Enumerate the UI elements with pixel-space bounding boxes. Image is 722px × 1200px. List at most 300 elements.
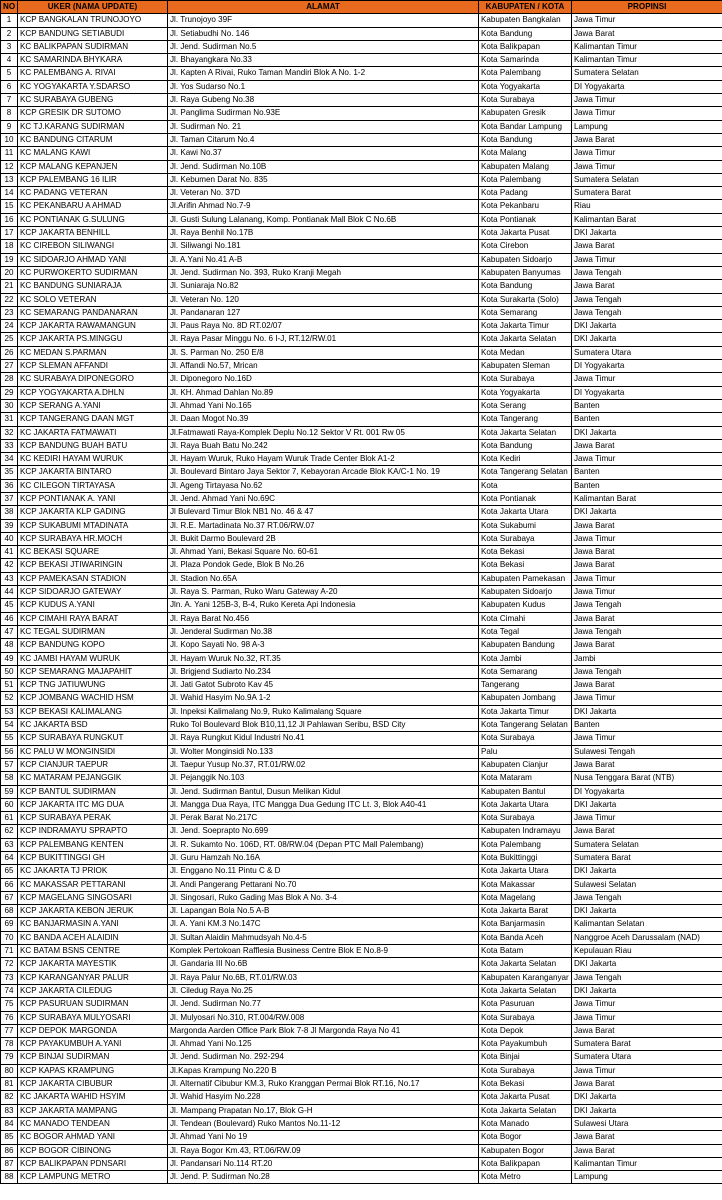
table-row [1,958,722,971]
propinsi-cell: Sumatera Selatan [572,173,722,186]
propinsi-cell: Jawa Timur [572,373,722,386]
table-row [1,240,722,253]
propinsi-cell: DKI Jakarta [572,958,722,971]
alamat-cell: Jl. Setiabudhi No. 146 [168,27,479,40]
alamat-cell: Jl. Ageng Tirtayasa No.62 [168,479,479,492]
alamat-cell: Jl. Jend. Soeprapto No.699 [168,825,479,838]
row-number: 14 [1,187,18,200]
alamat-cell: Jl. Wahid Hasyim No.9A 1-2 [168,692,479,705]
propinsi-cell: Jawa Timur [572,532,722,545]
row-number: 21 [1,280,18,293]
uker-cell: KCP SLEMAN AFFANDI [18,360,168,373]
uker-cell: KCP SEMARANG MAJAPAHIT [18,665,168,678]
kabupaten-kota-cell: Kota Surabaya [479,812,572,825]
alamat-cell: Jl. Sudirman No. 21 [168,120,479,133]
row-number: 43 [1,572,18,585]
kabupaten-kota-cell: Palu [479,745,572,758]
uker-cell: KCP YOGYAKARTA A.DHLN [18,386,168,399]
row-number: 59 [1,785,18,798]
uker-cell: KCP BANGKALAN TRUNOJOYO [18,14,168,27]
table-row [1,1091,722,1104]
row-number: 23 [1,306,18,319]
alamat-cell: Jl. Raya Barat No.456 [168,612,479,625]
alamat-cell: Jl. Inpeksi Kalimalang No.9, Ruko Kalimalang Square [168,705,479,718]
kabupaten-kota-cell: Kota Tangerang Selatan [479,719,572,732]
kabupaten-kota-cell: Kota Pasuruan [479,998,572,1011]
table-row [1,692,722,705]
propinsi-cell: DKI Jakarta [572,1091,722,1104]
uker-cell: KCP PAYAKUMBUH A.YANI [18,1038,168,1051]
uker-cell: KCP JAKARTA PS.MINGGU [18,333,168,346]
kabupaten-kota-cell: Kota Balikpapan [479,1157,572,1170]
row-number: 24 [1,320,18,333]
kabupaten-kota-cell: Kota Surabaya [479,94,572,107]
propinsi-cell: Sumatera Selatan [572,67,722,80]
alamat-cell: Jl. Jend. Sudirman No.77 [168,998,479,1011]
alamat-cell: Jl. R.E. Martadinata No.37 RT.06/RW.07 [168,519,479,532]
row-number: 60 [1,798,18,811]
uker-cell: KCP BALIKPAPAN PDNSARI [18,1157,168,1170]
row-number: 28 [1,373,18,386]
propinsi-cell: Sumatera Utara [572,346,722,359]
propinsi-cell: Jawa Tengah [572,891,722,904]
uker-cell: KC BOGOR AHMAD YANI [18,1131,168,1144]
alamat-cell: Jl. Wolter Monginsidi No.133 [168,745,479,758]
kabupaten-kota-cell: Kota Bekasi [479,546,572,559]
uker-cell: KC MANADO TENDEAN [18,1117,168,1130]
kabupaten-kota-cell: Kota Jakarta Selatan [479,958,572,971]
uker-cell: KC TJ.KARANG SUDIRMAN [18,120,168,133]
kabupaten-kota-cell: Kota Semarang [479,665,572,678]
row-number: 57 [1,758,18,771]
uker-cell: KCP SURABAYA RUNGKUT [18,732,168,745]
uker-cell: KCP JAKARTA MAMPANG [18,1104,168,1117]
uker-cell: KC MATARAM PEJANGGIK [18,772,168,785]
propinsi-cell: Jawa Timur [572,14,722,27]
uker-cell: KCP SUKABUMI MTADINATA [18,519,168,532]
uker-cell: KC KEDIRI HAYAM WURUK [18,453,168,466]
propinsi-cell: Jawa Barat [572,439,722,452]
table-row [1,439,722,452]
header-alamat: ALAMAT [168,1,479,14]
row-number: 74 [1,984,18,997]
table-row [1,931,722,944]
uker-cell: KCP JAKARTA KEBON JERUK [18,905,168,918]
uker-cell: KCP MAGELANG SINGOSARI [18,891,168,904]
kabupaten-kota-cell: Kota Palembang [479,67,572,80]
row-number: 2 [1,27,18,40]
table-row [1,160,722,173]
kabupaten-kota-cell: Kota Binjai [479,1051,572,1064]
uker-cell: KCP JAKARTA RAWAMANGUN [18,320,168,333]
propinsi-cell: Kalimantan Timur [572,1157,722,1170]
table-row [1,719,722,732]
propinsi-cell: DI Yogyakarta [572,386,722,399]
alamat-cell: Jl. Daan Mogot No.39 [168,413,479,426]
alamat-cell: Jl. Taman Citarum No.4 [168,133,479,146]
header-uker: UKER (NAMA UPDATE) [18,1,168,14]
kabupaten-kota-cell: Kota Palembang [479,173,572,186]
alamat-cell: Jl. Wahid Hasyim No.228 [168,1091,479,1104]
row-number: 11 [1,147,18,160]
kabupaten-kota-cell: Kota Tegal [479,625,572,638]
propinsi-cell: Kalimantan Barat [572,213,722,226]
table-row [1,1064,722,1077]
kabupaten-kota-cell: Kota Magelang [479,891,572,904]
propinsi-cell: DKI Jakarta [572,320,722,333]
uker-cell: KCP BANDUNG SETIABUDI [18,27,168,40]
alamat-cell: Jl. Tendean (Boulevard) Ruko Mantos No.11-12 [168,1117,479,1130]
alamat-cell: Jl. Jend. P. Sudirman No.28 [168,1171,479,1184]
propinsi-cell: Jawa Timur [572,107,722,120]
alamat-cell: Jl. Jend. Sudirman Bantul, Dusun Melikan Kidul [168,785,479,798]
kabupaten-kota-cell: Kota Banda Aceh [479,931,572,944]
table-row [1,213,722,226]
table-row [1,945,722,958]
kabupaten-kota-cell: Kabupaten Jombang [479,692,572,705]
propinsi-cell: Jawa Barat [572,546,722,559]
table-row [1,80,722,93]
alamat-cell: Jl. Brigjend Sudiarto No.234 [168,665,479,678]
kabupaten-kota-cell: Kota Jakarta Utara [479,506,572,519]
alamat-cell: Jl. Sultan Alaidin Mahmudsyah No.4-5 [168,931,479,944]
table-row [1,306,722,319]
propinsi-cell: DI Yogyakarta [572,360,722,373]
uker-cell: KCP TNG JATIUWUNG [18,679,168,692]
row-number: 9 [1,120,18,133]
row-number: 81 [1,1078,18,1091]
alamat-cell: Jl. Suniaraja No.82 [168,280,479,293]
kabupaten-kota-cell: Kota Bogor [479,1131,572,1144]
alamat-cell: Jl. Kebumen Darat No. 835 [168,173,479,186]
kabupaten-kota-cell: Kota Tangerang [479,413,572,426]
row-number: 32 [1,426,18,439]
alamat-cell: Jl. Veteran No. 120 [168,293,479,306]
uker-cell: KC BANDA ACEH ALAIDIN [18,931,168,944]
kabupaten-kota-cell: Kota Cirebon [479,240,572,253]
propinsi-cell: Jawa Timur [572,253,722,266]
propinsi-cell: Sulawesi Selatan [572,878,722,891]
kabupaten-kota-cell: Kota Jakarta Barat [479,905,572,918]
header-no: NO [1,1,18,14]
alamat-cell: Jl. Pandanaran 127 [168,306,479,319]
propinsi-cell: Jawa Tengah [572,293,722,306]
table-row [1,838,722,851]
row-number: 53 [1,705,18,718]
alamat-cell: Jl. Raya S. Parman, Ruko Waru Gateway A-20 [168,586,479,599]
kabupaten-kota-cell: Kota Banjarmasin [479,918,572,931]
kabupaten-kota-cell: Kota Jakarta Selatan [479,333,572,346]
table-row [1,559,722,572]
row-number: 62 [1,825,18,838]
uker-cell: KCP DEPOK MARGONDA [18,1024,168,1037]
alamat-cell: Jl. KH. Ahmad Dahlan No.89 [168,386,479,399]
table-row [1,812,722,825]
row-number: 13 [1,173,18,186]
propinsi-cell: Sumatera Barat [572,852,722,865]
table-row [1,453,722,466]
uker-cell: KCP SURABAYA HR.MOCH [18,532,168,545]
propinsi-cell: Jawa Barat [572,758,722,771]
kabupaten-kota-cell: Kota Balikpapan [479,40,572,53]
propinsi-cell: Sumatera Utara [572,1051,722,1064]
table-row [1,67,722,80]
row-number: 78 [1,1038,18,1051]
kabupaten-kota-cell: Kota Manado [479,1117,572,1130]
table-row [1,679,722,692]
alamat-cell: Komplek Pertokoan Rafflesia Business Centre Blok E No.8-9 [168,945,479,958]
propinsi-cell: Sumatera Barat [572,187,722,200]
alamat-cell: Jl. Jend. Sudirman No.5 [168,40,479,53]
row-number: 33 [1,439,18,452]
kabupaten-kota-cell: Kabupaten Sidoarjo [479,586,572,599]
propinsi-cell: Jawa Tengah [572,599,722,612]
kabupaten-kota-cell: Kabupaten Sidoarjo [479,253,572,266]
kabupaten-kota-cell: Kabupaten Bangkalan [479,14,572,27]
propinsi-cell: Jawa Timur [572,572,722,585]
uker-cell: KC SAMARINDA BHYKARA [18,54,168,67]
kabupaten-kota-cell: Kota Makassar [479,878,572,891]
propinsi-cell: Jawa Barat [572,519,722,532]
uker-cell: KCP BINJAI SUDIRMAN [18,1051,168,1064]
row-number: 42 [1,559,18,572]
table-row [1,1117,722,1130]
propinsi-cell: DKI Jakarta [572,1104,722,1117]
row-number: 64 [1,852,18,865]
row-number: 26 [1,346,18,359]
propinsi-cell: Nanggroe Aceh Darussalam (NAD) [572,931,722,944]
kabupaten-kota-cell: Kota Tangerang Selatan [479,466,572,479]
propinsi-cell: Jawa Barat [572,612,722,625]
table-row [1,466,722,479]
row-number: 17 [1,227,18,240]
propinsi-cell: Jawa Tengah [572,306,722,319]
row-number: 63 [1,838,18,851]
kabupaten-kota-cell: Kota Surabaya [479,1064,572,1077]
propinsi-cell: DI Yogyakarta [572,785,722,798]
table-row [1,852,722,865]
kabupaten-kota-cell: Kota Surabaya [479,1011,572,1024]
alamat-cell: Jl. Raya Rungkut Kidul Industri No.41 [168,732,479,745]
propinsi-cell: Banten [572,479,722,492]
kabupaten-kota-cell: Kota Jakarta Timur [479,705,572,718]
alamat-cell: Jl. Raya Pasar Minggu No. 6 I-J, RT.12/RW.01 [168,333,479,346]
kabupaten-kota-cell: Kota Pekanbaru [479,200,572,213]
propinsi-cell: DKI Jakarta [572,333,722,346]
uker-cell: KC BEKASI SQUARE [18,546,168,559]
propinsi-cell: DKI Jakarta [572,984,722,997]
propinsi-cell: Jawa Timur [572,812,722,825]
propinsi-cell: Jawa Barat [572,639,722,652]
table-row [1,1024,722,1037]
uker-cell: KCP BEKASI KALIMALANG [18,705,168,718]
alamat-cell: Jl. A. Yani KM.3 No.147C [168,918,479,931]
kabupaten-kota-cell: Kota Palembang [479,838,572,851]
uker-cell: KC BALIKPAPAN SUDIRMAN [18,40,168,53]
uker-cell: KCP BOGOR CIBINONG [18,1144,168,1157]
propinsi-cell: Kalimantan Timur [572,40,722,53]
uker-cell: KC MEDAN S.PARMAN [18,346,168,359]
table-row [1,94,722,107]
uker-cell: KC CILEGON TIRTAYASA [18,479,168,492]
alamat-cell: Jl. Jati Gatot Subroto Kav 45 [168,679,479,692]
row-number: 16 [1,213,18,226]
uker-cell: KC PEKANBARU A AHMAD [18,200,168,213]
uker-cell: KCP JAKARTA KLP GADING [18,506,168,519]
alamat-cell: Jl. Jend. Sudirman No. 393, Ruko Kranji Megah [168,266,479,279]
alamat-cell: Jl. Andi Pangerang Pettarani No.70 [168,878,479,891]
uker-cell: KC JAKARTA BSD [18,719,168,732]
uker-cell: KCP JAKARTA BINTARO [18,466,168,479]
uker-cell: KCP KAPAS KRAMPUNG [18,1064,168,1077]
propinsi-cell: Jawa Barat [572,679,722,692]
table-row [1,320,722,333]
row-number: 67 [1,891,18,904]
alamat-cell: Jl. Alternatif Cibubur KM.3, Ruko Kranggan Permai Blok RT.16, No.17 [168,1078,479,1091]
propinsi-cell: DKI Jakarta [572,865,722,878]
table-row [1,758,722,771]
header-row [1,1,722,14]
alamat-cell: Jl. Hayam Wuruk No.32, RT.35 [168,652,479,665]
uker-cell: KC MAKASSAR PETTARANI [18,878,168,891]
table-row [1,1104,722,1117]
uker-cell: KCP BANDUNG KOPO [18,639,168,652]
table-row [1,1157,722,1170]
alamat-cell: Jl. Raya Buah Batu No.242 [168,439,479,452]
alamat-cell: Jl. Bhayangkara No.33 [168,54,479,67]
kabupaten-kota-cell: Kota Samarinda [479,54,572,67]
table-row [1,984,722,997]
table-row [1,506,722,519]
propinsi-cell: Kalimantan Barat [572,492,722,505]
row-number: 86 [1,1144,18,1157]
propinsi-cell: Riau [572,200,722,213]
kabupaten-kota-cell: Kota Jakarta Pusat [479,227,572,240]
table-row [1,612,722,625]
table-row [1,133,722,146]
row-number: 4 [1,54,18,67]
table-row [1,546,722,559]
propinsi-cell: Kalimantan Timur [572,54,722,67]
alamat-cell: Ruko Tol Boulevard Blok B10,11,12 Jl Pahlawan Seribu, BSD City [168,719,479,732]
row-number: 72 [1,958,18,971]
uker-cell: KCP JAKARTA CILEDUG [18,984,168,997]
propinsi-cell: Jawa Timur [572,1064,722,1077]
propinsi-cell: Jawa Timur [572,1011,722,1024]
propinsi-cell: Jawa Barat [572,1131,722,1144]
propinsi-cell: Kepulauan Riau [572,945,722,958]
table-row [1,373,722,386]
propinsi-cell: Jawa Tengah [572,971,722,984]
kabupaten-kota-cell: Kota Surakarta (Solo) [479,293,572,306]
uker-cell: KCP SIDOARJO GATEWAY [18,586,168,599]
kabupaten-kota-cell: Kabupaten Indramayu [479,825,572,838]
propinsi-cell: Jawa Timur [572,453,722,466]
kabupaten-kota-cell: Kota Jakarta Utara [479,798,572,811]
row-number: 15 [1,200,18,213]
alamat-cell: Jl. Taepur Yusup No.37, RT.01/RW.02 [168,758,479,771]
table-row [1,227,722,240]
row-number: 31 [1,413,18,426]
uker-cell: KC YOGYAKARTA Y.SDARSO [18,80,168,93]
kabupaten-kota-cell: Kabupaten Bandung [479,639,572,652]
alamat-cell: Margonda Aarden Office Park Blok 7-8 Jl Margonda Raya No 41 [168,1024,479,1037]
alamat-cell: Jl.Arifin Ahmad No.7-9 [168,200,479,213]
propinsi-cell: Jawa Timur [572,147,722,160]
kabupaten-kota-cell: Kota Bandung [479,133,572,146]
propinsi-cell: Jawa Timur [572,160,722,173]
uker-cell: KCP CIANJUR TAEPUR [18,758,168,771]
propinsi-cell: DKI Jakarta [572,506,722,519]
table-row [1,492,722,505]
row-number: 7 [1,94,18,107]
row-number: 40 [1,532,18,545]
propinsi-cell: Banten [572,466,722,479]
table-row [1,971,722,984]
uker-cell: KC PALU W MONGINSIDI [18,745,168,758]
uker-cell: KCP BANDUNG BUAH BATU [18,439,168,452]
table-row [1,399,722,412]
kabupaten-kota-cell: Kota Mataram [479,772,572,785]
propinsi-cell: Jawa Barat [572,1078,722,1091]
propinsi-cell: DKI Jakarta [572,798,722,811]
alamat-cell: Jl. Diponegoro No.16D [168,373,479,386]
row-number: 30 [1,399,18,412]
header-kabupaten-kota: KABUPATEN / KOTA [479,1,572,14]
kabupaten-kota-cell: Kota Bandar Lampung [479,120,572,133]
row-number: 68 [1,905,18,918]
uker-cell: KC PONTIANAK G.SULUNG [18,213,168,226]
kabupaten-kota-cell: Kota Bandung [479,27,572,40]
kabupaten-kota-cell: Kota Jakarta Selatan [479,426,572,439]
row-number: 10 [1,133,18,146]
propinsi-cell: Nusa Tenggara Barat (NTB) [572,772,722,785]
table-row [1,572,722,585]
row-number: 5 [1,67,18,80]
uker-cell: KCP BUKITTINGGI GH [18,852,168,865]
alamat-cell: Jl. Pandansari No.114 RT.20 [168,1157,479,1170]
kabupaten-kota-cell: Kota Jakarta Pusat [479,1091,572,1104]
row-number: 36 [1,479,18,492]
row-number: 85 [1,1131,18,1144]
row-number: 61 [1,812,18,825]
row-number: 12 [1,160,18,173]
kabupaten-kota-cell: Kota Serang [479,399,572,412]
alamat-cell: Jl. Plaza Pondok Gede, Blok B No.26 [168,559,479,572]
uker-cell: KCP BEKASI JTIWARINGIN [18,559,168,572]
alamat-cell: Jl. Lapangan Bola No.5 A-B [168,905,479,918]
kabupaten-kota-cell: Kabupaten Malang [479,160,572,173]
kabupaten-kota-cell: Kota Jakarta Selatan [479,984,572,997]
table-body [1,14,722,1184]
alamat-cell: Jl. Kapten A Rivai, Ruko Taman Mandiri Blok A No. 1-2 [168,67,479,80]
uker-cell: KCP SURABAYA MULYOSARI [18,1011,168,1024]
alamat-cell: Jl. Perak Barat No.217C [168,812,479,825]
table-row [1,825,722,838]
alamat-cell: Jl. Mampang Prapatan No.17, Blok G-H [168,1104,479,1117]
row-number: 80 [1,1064,18,1077]
propinsi-cell: Lampung [572,120,722,133]
propinsi-cell: Jawa Tengah [572,665,722,678]
propinsi-cell: Jawa Barat [572,133,722,146]
uker-cell: KC BATAM BSNS CENTRE [18,945,168,958]
uker-cell: KCP CIMAHI RAYA BARAT [18,612,168,625]
alamat-cell: Jl. Pejanggik No.103 [168,772,479,785]
alamat-cell: Jl. Jend. Ahmad Yani No.69C [168,492,479,505]
alamat-cell: Jl. Yos Sudarso No.1 [168,80,479,93]
kabupaten-kota-cell: Kabupaten Banyumas [479,266,572,279]
table-row [1,360,722,373]
